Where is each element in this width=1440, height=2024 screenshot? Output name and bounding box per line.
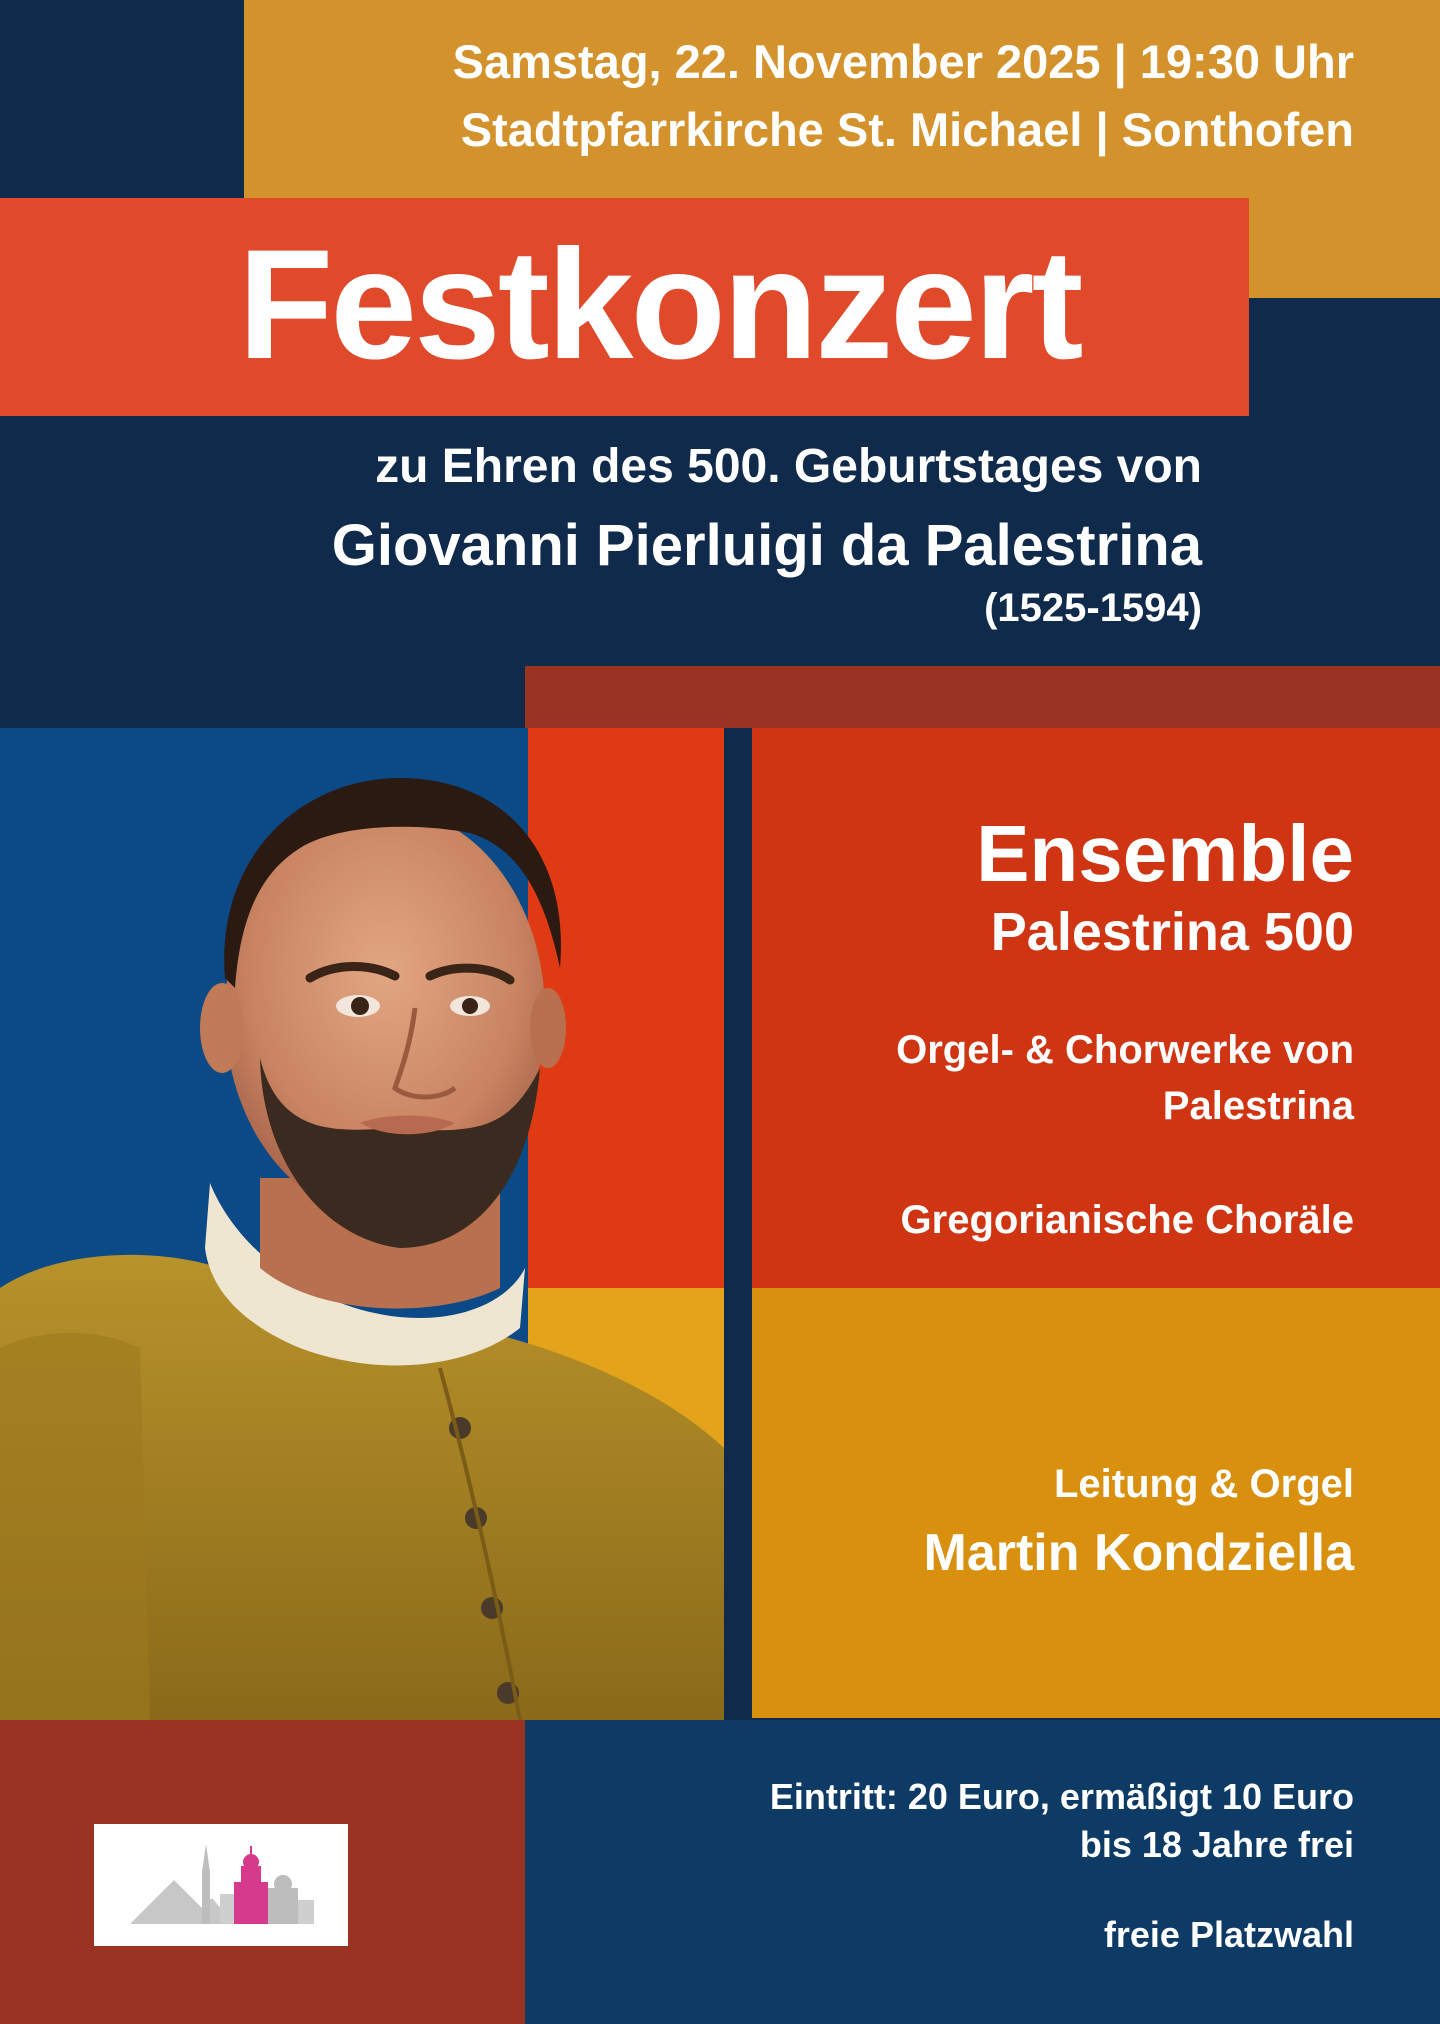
admission-price: Eintritt: 20 Euro, ermäßigt 10 Euro — [769, 1776, 1354, 1817]
navy-admission-panel — [525, 1720, 1440, 2024]
admission-youth: bis 18 Jahre frei — [1079, 1824, 1354, 1865]
church-logo — [94, 1824, 348, 1946]
composer-name: Giovanni Pierluigi da Palestrina — [331, 513, 1202, 578]
conductor-name: Martin Kondziella — [923, 1524, 1354, 1582]
composer-years: (1525-1594) — [984, 586, 1202, 630]
program-works-line2: Palestrina — [1162, 1084, 1354, 1128]
ensemble-name: Palestrina 500 — [990, 902, 1354, 962]
composer-portrait-image — [0, 728, 724, 1720]
tribute-subtitle: zu Ehren des 500. Geburtstages von — [375, 440, 1202, 493]
leadership-label: Leitung & Orgel — [1054, 1462, 1354, 1506]
program-works-line1: Orgel- & Chorwerke von — [896, 1028, 1354, 1072]
ensemble-heading: Ensemble — [976, 809, 1354, 898]
rust-strip — [525, 666, 1440, 728]
poster-title: Festkonzert — [238, 218, 1081, 392]
event-venue: Stadtpfarrkirche St. Michael | Sonthofen — [460, 103, 1354, 156]
church-skyline-icon — [94, 1824, 348, 1946]
program-chants: Gregorianische Choräle — [900, 1198, 1354, 1242]
seating-info: freie Platzwahl — [1103, 1914, 1354, 1955]
event-date-time: Samstag, 22. November 2025 | 19:30 Uhr — [452, 35, 1354, 88]
